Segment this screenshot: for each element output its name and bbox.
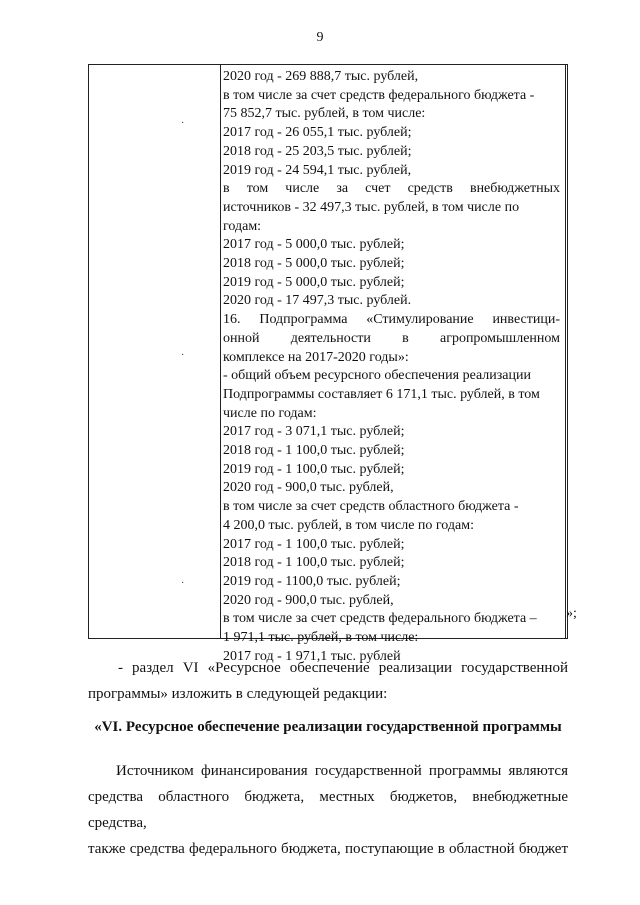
cell-line: в том числе за счет средств федерального бюджета – (223, 611, 537, 627)
paragraph-line: - раздел VI «Ресурсное обеспечение реализации государственной (118, 660, 568, 676)
cell-line: в том числе за счет средств областного бюджета - (223, 499, 519, 515)
cell-line: 2019 год - 5 000,0 тыс. рублей; (223, 274, 405, 290)
cell-line: 2019 год - 1 100,0 тыс. рублей; (223, 461, 405, 477)
cell-line: 2017 год - 26 055,1 тыс. рублей; (223, 125, 412, 141)
cell-line: 75 852,7 тыс. рублей, в том числе: (223, 106, 426, 122)
cell-line: 2018 год - 25 203,5 тыс. рублей; (223, 143, 412, 159)
table-right-cell (223, 68, 560, 667)
cell-line: 2017 год - 5 000,0 тыс. рублей; (223, 237, 405, 253)
cell-line: 2020 год - 900,0 тыс. рублей, (223, 592, 394, 608)
cell-line: 2017 год - 1 971,1 тыс. рублей (223, 648, 401, 664)
cell-line: 2018 год - 1 100,0 тыс. рублей; (223, 555, 405, 571)
cell-line: в том числе за счет средств внебюджетных (223, 181, 560, 197)
scan-dot: · (181, 350, 185, 361)
instruction-paragraph (88, 655, 568, 707)
page-number: 9 (316, 30, 324, 45)
cell-line: - общий объем ресурсного обеспечения реализации (223, 368, 531, 384)
paragraph-line: также средства федерального бюджета, поступающие в областной бюджет (88, 841, 568, 857)
cell-line: комплексе на 2017-2020 годы»: (223, 349, 409, 365)
cell-line: 4 200,0 тыс. рублей, в том числе по годам: (223, 517, 474, 533)
cell-line: 1 971,1 тыс. рублей, в том числе: (223, 630, 419, 646)
table-inner-border (565, 64, 566, 639)
cell-line: числе по годам: (223, 405, 317, 421)
section-heading: «VI. Ресурсное обеспечение реализации государственной программы (94, 719, 562, 735)
cell-line: 2019 год - 24 594,1 тыс. рублей, (223, 162, 412, 178)
cell-line: 2020 год - 269 888,7 тыс. рублей, (223, 69, 419, 84)
cell-line: источников - 32 497,3 тыс. рублей, в том числе по (223, 199, 520, 215)
cell-line: 2017 год - 1 100,0 тыс. рублей; (223, 536, 405, 552)
cell-line: 16. Подпрограмма «Стимулирование инвестици- (223, 312, 560, 328)
cell-line: 2020 год - 17 497,3 тыс. рублей. (223, 293, 412, 309)
cell-line: 2019 год - 1100,0 тыс. рублей; (223, 573, 401, 589)
paragraph-line: программы» изложить в следующей редакции: (88, 686, 388, 702)
cell-line: онной деятельности в агропромышленном (223, 330, 560, 346)
cell-line: 2018 год - 5 000,0 тыс. рублей; (223, 256, 405, 272)
cell-line: годам: (223, 218, 262, 234)
cell-line: Подпрограммы составляет 6 171,1 тыс. рублей, в том (223, 386, 540, 402)
scan-dot: · (181, 118, 185, 129)
paragraph-line: Источником финансирования государственной программы являются (116, 763, 568, 779)
cell-line: 2020 год - 900,0 тыс. рублей, (223, 480, 394, 496)
cell-line: в том числе за счет средств федерального бюджета - (223, 87, 535, 103)
funding-paragraph (88, 758, 568, 862)
cell-line: 2018 год - 1 100,0 тыс. рублей; (223, 443, 405, 459)
table-column-divider (220, 65, 221, 638)
cell-line: 2017 год - 3 071,1 тыс. рублей; (223, 424, 405, 440)
paragraph-line: средства областного бюджета, местных бюджетов, внебюджетные средства, (88, 789, 568, 831)
closing-quote: »; (566, 606, 577, 621)
scan-dot: · (181, 578, 185, 589)
